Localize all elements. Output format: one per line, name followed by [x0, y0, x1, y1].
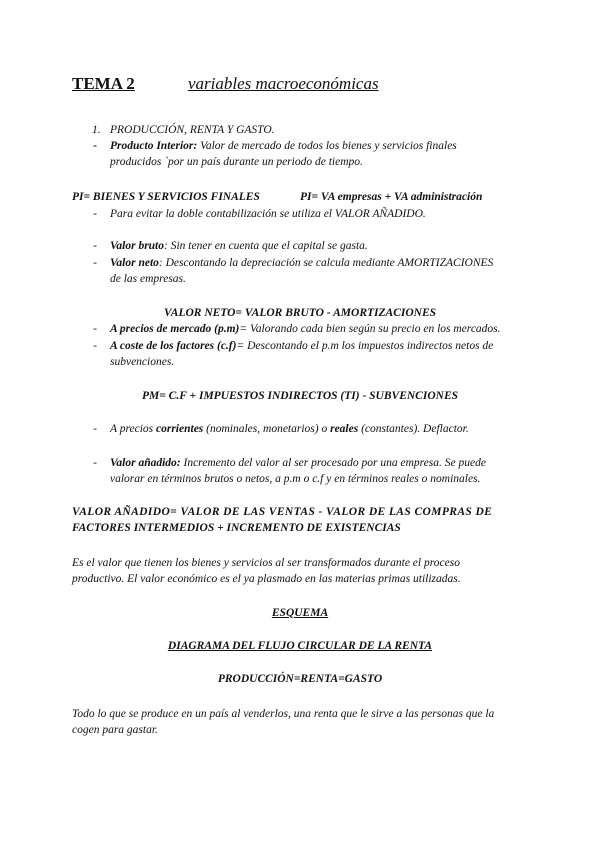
valor-neto-text: : Descontando la depreciación se calcula mediante AMORTIZACIONES	[158, 257, 494, 269]
section-number: 1.	[92, 124, 101, 136]
bullet-dash: -	[93, 457, 97, 469]
producto-interior-line2: producidos `por un país durante un periodo de tiempo.	[110, 156, 363, 168]
formula-pi-right: PI= VA empresas + VA administración	[300, 191, 483, 203]
coste-factores-label-end: )	[232, 340, 237, 352]
valor-neto-label: Valor neto	[110, 257, 159, 269]
valor-anadido-text: Incremento del valor al ser procesado por una empresa. Se puede	[180, 457, 486, 469]
producto-interior-line1	[110, 138, 457, 154]
precios-pre: A precios	[110, 423, 156, 435]
valor-bruto-line	[110, 238, 368, 254]
formula-va-line2: FACTORES INTERMEDIOS + INCREMENTO DE EXISTENCIAS	[72, 522, 401, 534]
bullet-dash: -	[93, 208, 97, 220]
formula-pi-left: PI= BIENES Y SERVICIOS FINALES	[72, 191, 260, 203]
precios-corrientes: corrientes	[156, 423, 204, 435]
precios-line	[110, 421, 469, 437]
bullet-dash: -	[93, 323, 97, 335]
coste-factores-line2: subvenciones.	[110, 356, 175, 368]
precios-post: (constantes). Deflactor.	[358, 423, 469, 435]
section-title: PRODUCCIÓN, RENTA Y GASTO.	[110, 124, 275, 136]
tema-title: TEMA 2	[72, 74, 135, 93]
valor-bruto-label: Valor bruto	[110, 240, 165, 252]
formula-pm: PM= C.F + IMPUESTOS INDIRECTOS (TI) - SUBVENCIONES	[141, 390, 459, 402]
precios-mercado-text: = Valorando cada bien según su precio en los mercados.	[239, 323, 501, 335]
valor-anadido-label: Valor añadido:	[110, 457, 181, 469]
paragraph-va-line1: Es el valor que tienen los bienes y servicios al ser transformados durante el proceso	[72, 557, 460, 569]
final-paragraph-line2: cogen para gastar.	[72, 724, 158, 736]
precios-mercado-label-end: )	[235, 323, 240, 335]
valor-anadido-def-line1	[110, 455, 486, 471]
esquema-heading: ESQUEMA	[271, 607, 329, 619]
bullet-dash: -	[93, 240, 97, 252]
producto-interior-label: Producto Interior:	[110, 140, 198, 152]
valor-bruto-text: : Sin tener en cuenta que el capital se gasta.	[164, 240, 368, 252]
paragraph-va-line2: productivo. El valor económico es el ya plasmado en las materias primas utilizadas.	[72, 573, 461, 585]
valor-anadido-def-line2: valorar en términos brutos o netos, a p.m o c.f y en términos reales o nominales.	[110, 473, 481, 485]
precios-mid: (nominales, monetarios) o	[203, 423, 331, 435]
valor-anadido-note: Para evitar la doble contabilización se utiliza el VALOR AÑADIDO.	[110, 208, 426, 220]
valor-neto-line2: de las empresas.	[110, 273, 186, 285]
formula-va-line1: VALOR AÑADIDO= VALOR DE LAS VENTAS - VALOR DE LAS COMPRAS DE	[72, 506, 493, 518]
tema-subtitle: variables macroeconómicas	[188, 74, 379, 93]
producto-interior-text: Valor de mercado de todos los bienes y servicios finales	[197, 140, 457, 152]
formula-valor-neto: VALOR NETO= VALOR BRUTO - AMORTIZACIONES	[163, 307, 437, 319]
bullet-dash: -	[93, 340, 97, 352]
bullet-dash: -	[93, 140, 97, 152]
valor-neto-line1	[110, 255, 493, 271]
precios-mercado-line	[110, 321, 501, 337]
precios-reales: reales	[330, 423, 359, 435]
diagrama-heading: DIAGRAMA DEL FLUJO CIRCULAR DE LA RENTA	[167, 640, 433, 652]
bullet-dash: -	[93, 257, 97, 269]
coste-factores-label: A coste de los factores (c.f	[110, 340, 233, 352]
identity-formula: PRODUCCIÓN=RENTA=GASTO	[217, 673, 383, 685]
bullet-dash: -	[93, 423, 97, 435]
final-paragraph-line1: Todo lo que se produce en un país al venderlos, una renta que le sirve a las personas que la	[72, 708, 495, 720]
coste-factores-text: = Descontando el p.m los impuestos indirectos netos de	[236, 340, 494, 352]
precios-mercado-label: A precios de mercado (p.m	[110, 323, 236, 335]
coste-factores-line1	[110, 338, 528, 354]
